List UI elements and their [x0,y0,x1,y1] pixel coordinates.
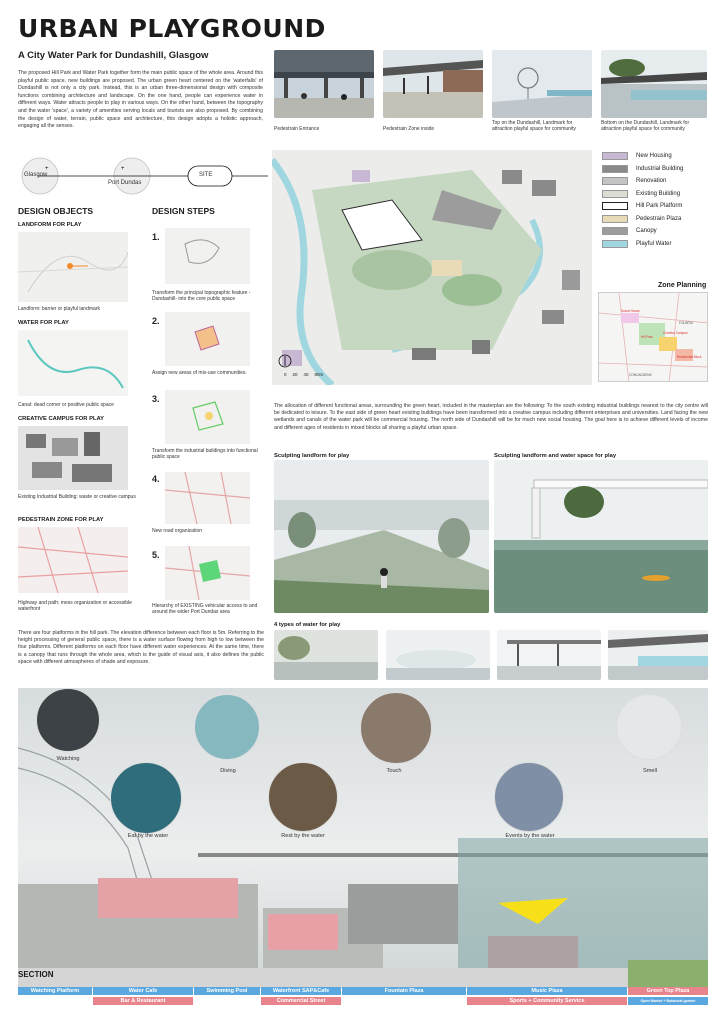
legend-label: Canopy [636,228,657,235]
zone-planning-map [598,292,708,382]
legend-label: Existing Building [636,190,681,197]
scale-tick-2: 40 [303,372,309,377]
band-music-plaza: Music Plaza [467,987,627,995]
photo-caption-1: Pedestrain Entrance [274,126,320,132]
zone-label-social: Social House [621,309,640,313]
circle-label-diving: Diving [220,768,236,774]
obj-landform-map [18,232,128,302]
step-5-caption: Hierarchy of EXISTING vehicular access to and around the wider Port Dundas area [152,603,258,616]
location-diagram [18,156,268,196]
legend-item [602,200,712,213]
water-type-4 [608,630,708,680]
step-4-caption: New road organization [152,528,203,534]
step-5-number: 5. [152,550,160,560]
obj-water-caption: Canal: dead corner or positive public space [18,402,114,408]
render-landform [274,460,489,613]
legend-swatch [602,165,628,173]
zone-label-campus: Creative Campus [663,331,688,335]
band-sports-community: Sports + Community Service [467,997,627,1005]
design-steps-heading: DESIGN STEPS [152,206,215,216]
legend-item [602,175,712,188]
north-arrow [278,354,292,373]
band-commercial-street: Commercial Street [261,997,341,1005]
water-type-2 [386,630,490,680]
legend [602,150,712,250]
band-green-top-plaza: Green Top Plaza [628,987,708,995]
band-bar-restaurant: Bar & Restaurant [93,997,193,1005]
obj-pedestrian-caption: Highway and path: mess organization or accessible waterfront [18,600,132,613]
location-port-dundas: Port Dundas [108,180,142,186]
band-water-cafe: Water Cafe [93,987,193,995]
photo-caption-3: Top on the Dundashill, Landmark for attraction playful space for community [492,120,576,133]
obj-pedestrian-map [18,527,128,593]
legend-swatch [602,190,628,198]
circle-label-events: Events by the water [505,833,555,839]
legend-label: Pedestrain Plaza [636,215,682,222]
legend-item [602,225,712,238]
circle-label-eat: Eat by the water [127,833,169,839]
obj-water-title: WATER FOR PLAY [18,320,69,326]
obj-pedestrian-title: PEDESTRAIN ZONE FOR PLAY [18,517,104,523]
water-types-heading: 4 types of water for play [274,622,341,628]
page-subtitle: A City Water Park for Dundashill, Glasgow [18,50,209,61]
circle-diving [194,694,260,760]
zone-planning-heading: Zone Planning [658,282,707,289]
photo-caption-4: Bottom on the Dundashill, Landmark for attraction playful space for community [601,120,690,133]
legend-item [602,213,712,226]
render-right-heading: Sculpting landform and water space for play [494,453,617,459]
photo-top-dundashill [492,50,592,118]
legend-item [602,188,712,201]
step-2-map [165,312,250,366]
photo-pedestrian-entrance [274,50,374,118]
step-4-number: 4. [152,474,160,484]
zone-label-residential: Residential Block [677,355,702,359]
legend-label: Industrial Building [636,165,684,172]
circle-watching [36,688,100,752]
legend-swatch [602,215,628,223]
obj-campus-map [18,426,128,490]
zone-label-fountain: FOUNTAI [679,321,693,325]
legend-item [602,238,712,251]
step-3-caption: Transform the industrial buildings into functional public space [152,448,258,461]
step-1-map [165,228,250,284]
band-open-market: Open Market + Botanical garden [628,997,708,1005]
scale-bar [284,372,323,377]
legend-label: Hill Park Platform [636,203,683,210]
step-1-caption: Transform the principal topographic feature - Dundashill- into the core public space [152,290,251,303]
scale-tick-3: 80m [314,372,324,377]
circle-eat [110,762,182,834]
photo-bottom-dundashill [601,50,707,118]
masterplan-map [272,150,592,385]
photo-caption-2: Pedestrain Zone inside [383,126,435,132]
legend-swatch [602,240,628,248]
svg-text:+: + [45,166,49,172]
scale-tick-1: 20 [292,372,298,377]
circle-label-watching: Watching [56,756,80,762]
platforms-paragraph: There are four platforms in the hill park. The elevation difference between each floor is 5m. Referring to the height processing of general public space, there is a water surface flowing from high to low between the four platforms. Different platforms on each floor have different water experiences. At the same time, there is a canopy that runs through the whole area, which is the guide of visual axis, it also defines the public space with different atmospheres of shade and exposure. [18,630,264,665]
step-2-number: 2. [152,316,160,326]
circle-label-rest: Rest by the water [281,833,325,839]
legend-swatch [602,177,628,185]
masterplan-paragraph: The allocation of different functional areas, surrounding the green heart, included in the masterplan are the following: To the south existing industrial buildings nearest to the city centre will be dedicated to leisure. To the east side of green heart existing buildings have been transformed into a creative campus including different enterprises and universities. Land facing the new wetlands and canals of the water park will be commercial housing. The north side of Dundashill will be for much new social housing. The goal here is to achieve different levels of income and different ages of residents in mixed blocks all sharing a playful urban space. [274,403,708,431]
band-fountain-plaza: Fountain Plaza [342,987,466,995]
intro-paragraph: The proposed Hill Park and Water Park together form the main public space of the whole area. Around this playful public space, new buildings are proposed. The urban green heart centered on the 'waterfalls' of Dundashill is not only a city park. Instead, this is an urban three-dimensional design with composite functions combining architecture and landscape. On the one hand, people can experience water in different ways. Water attracts people to play in various ways. On the other hand, between the topography and the water 'space', a variety of amenities serving locals and tourists are also proposed. By combining the design of water, terrain, public space and architecture, this design adopts a holistic approach, engaging all the senses. [18,70,263,130]
water-type-1 [274,630,378,680]
design-objects-heading: DESIGN OBJECTS [18,206,94,216]
step-5-map [165,546,250,600]
legend-label: Renovation [636,178,667,185]
step-1-number: 1. [152,232,160,242]
step-3-number: 3. [152,394,160,404]
circle-label-smell: Smell [643,768,657,774]
circle-events [494,762,564,832]
obj-campus-title: CREATIVE CAMPUS FOR PLAY [18,416,104,422]
legend-label: Playful Water [636,240,672,247]
obj-water-map [18,330,128,396]
band-watching-platform: Watching Platform [18,987,92,995]
zone-label-concaddens: CONCADDENS [629,373,652,377]
step-2-caption: Assign new areas of mix-use communities. [152,370,247,376]
band-swimming-pool: Swimming Pool [194,987,260,995]
section-heading: SECTION [18,970,54,979]
water-type-3 [497,630,601,680]
location-glasgow: Glasgow [24,172,48,178]
legend-item [602,150,712,163]
location-site: SITE [199,172,213,178]
page-title: URBAN PLAYGROUND [18,14,326,43]
legend-label: New Housing [636,153,672,160]
obj-landform-caption: Landform: barrier or playful landmark [18,306,100,312]
legend-item [602,163,712,176]
section-panel [18,688,708,988]
obj-landform-title: LANDFORM FOR PLAY [18,222,82,228]
legend-swatch [602,202,628,210]
obj-campus-caption: Existing Industrial Building: waste or creative campus [18,494,136,500]
legend-swatch [602,227,628,235]
render-water-space [494,460,708,613]
circle-smell [616,694,682,760]
circle-label-touch: Touch [386,768,402,774]
photo-pedestrian-zone [383,50,483,118]
step-3-map [165,390,250,444]
step-4-map [165,472,250,524]
legend-swatch [602,152,628,160]
circle-touch [360,692,432,764]
scale-tick-0: 0 [284,372,287,377]
svg-text:+: + [121,166,125,172]
zone-label-hill: Hill Park [641,335,653,339]
band-waterfront-sap: Waterfront SAP&Cafe [261,987,341,995]
render-left-heading: Sculpting landform for play [274,453,350,459]
circle-rest [268,762,338,832]
